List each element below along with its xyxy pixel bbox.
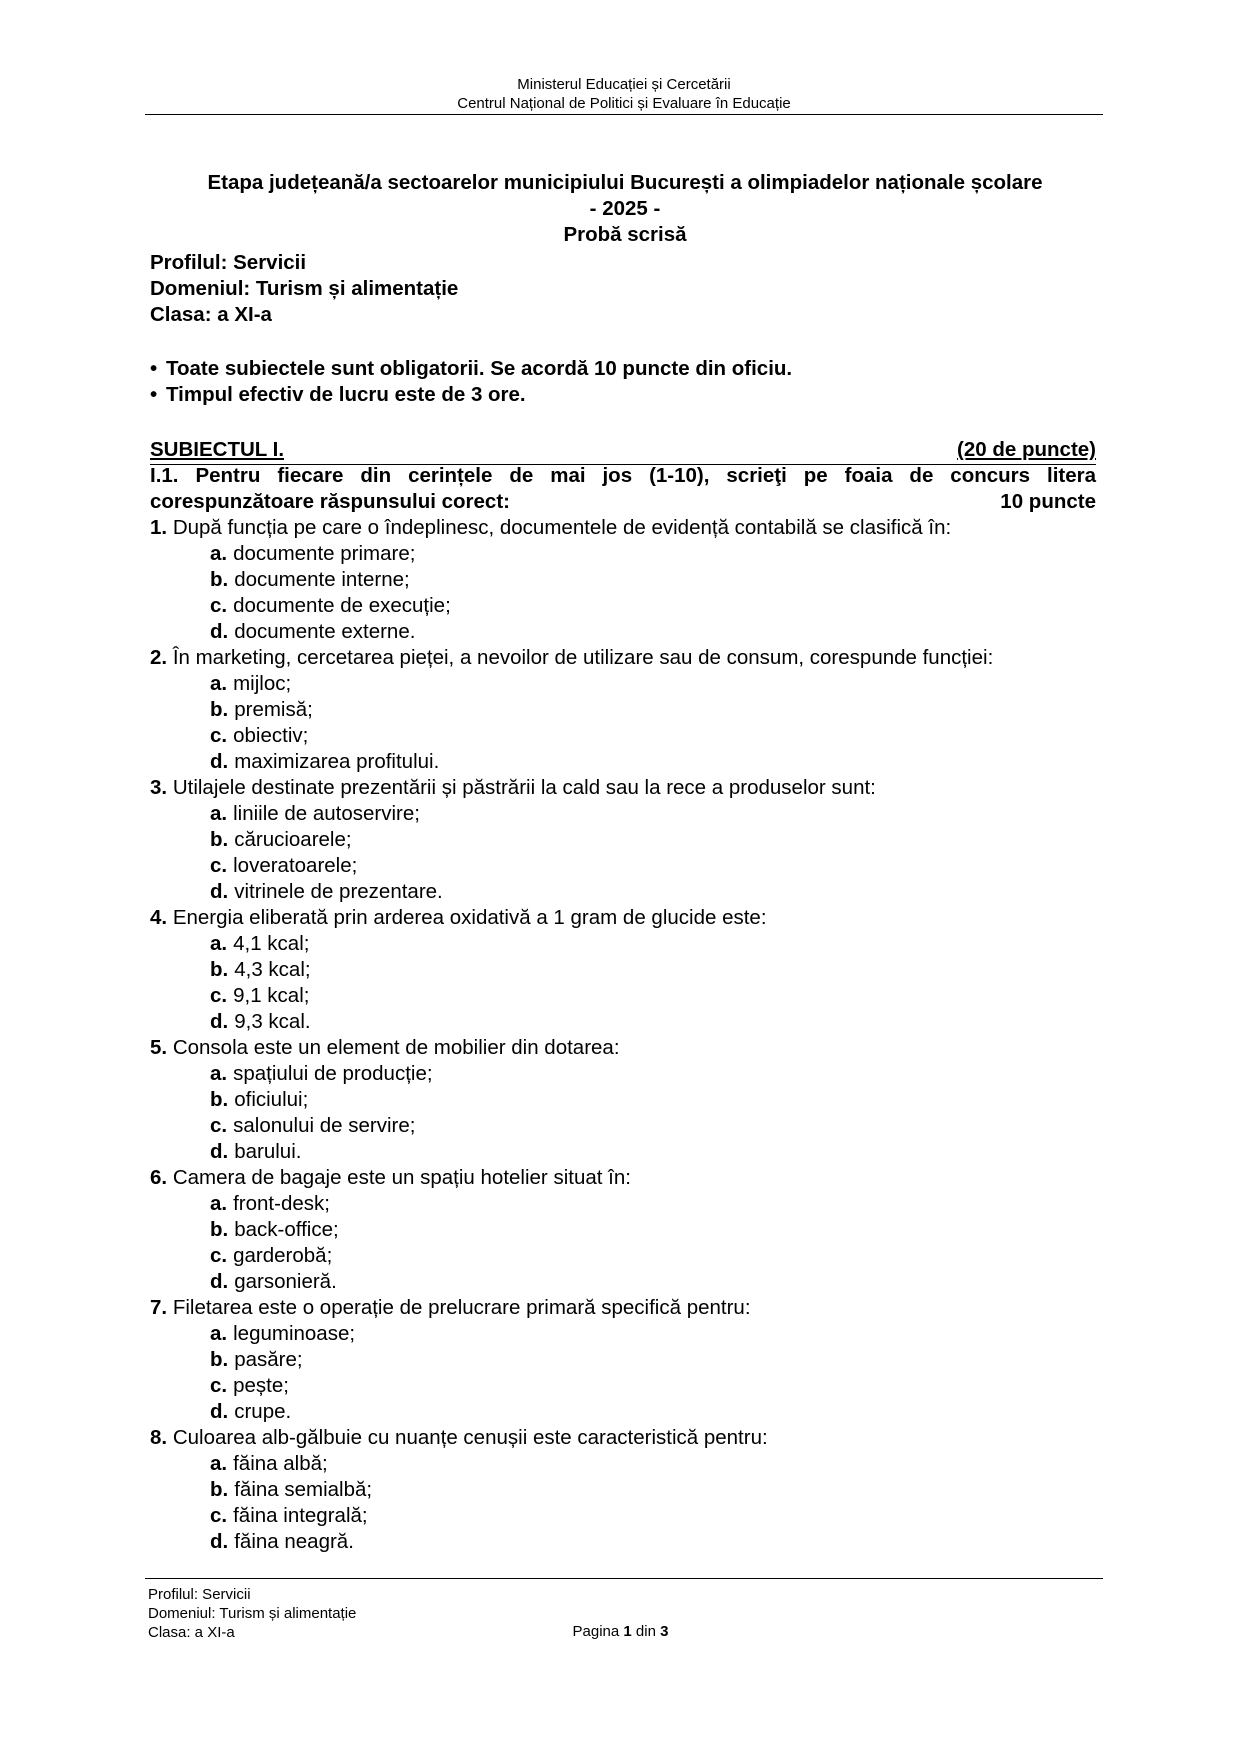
option-letter: c. [210,1244,228,1267]
answer-option [210,1373,289,1399]
answer-option [210,1243,332,1269]
option-letter: d. [210,1530,229,1553]
footer-profile: Profilul: Servicii [148,1586,251,1603]
answer-option [210,749,439,775]
option-letter: b. [210,698,229,721]
question-item [150,775,876,801]
header-center: Centrul Național de Politici și Evaluare în Educație [457,95,791,112]
option-text: documente externe. [234,620,416,643]
answer-option [210,827,352,853]
question-text: Consola este un element de mobilier din dotarea: [172,1036,620,1059]
option-letter: d. [210,750,229,773]
answer-option [210,957,311,983]
answer-option [210,593,451,619]
answer-option [210,1269,337,1295]
answer-option [210,1347,303,1373]
option-letter: a. [210,1322,228,1345]
question-number: 8. [150,1426,168,1449]
option-text: salonului de servire; [233,1114,416,1137]
subject-points: (20 de puncte) [957,438,1096,461]
option-text: loveratoarele; [233,854,358,877]
header-ministry: Ministerul Educației și Cercetării [517,76,731,93]
option-letter: a. [210,542,228,565]
question-item [150,1425,768,1451]
question-text: Utilajele destinate prezentării și păstrării la cald sau la rece a produselor sunt: [172,776,876,799]
option-text: liniile de autoservire; [233,802,420,825]
option-text: documente interne; [234,568,410,591]
question-number: 7. [150,1296,168,1319]
option-letter: c. [210,1504,228,1527]
answer-option [210,1217,339,1243]
question-number: 2. [150,646,168,669]
requirement-points: 10 puncte [1000,490,1096,513]
question-text: În marketing, cercetarea pieței, a nevoilor de utilizare sau de consum, corespunde funcției: [172,646,994,669]
question-number: 6. [150,1166,168,1189]
bullet-icon: • [150,383,158,406]
question-item [150,515,951,541]
option-text: mijloc; [233,672,292,695]
answer-option [210,983,309,1009]
option-text: cărucioarele; [234,828,352,851]
question-item [150,1035,620,1061]
option-text: 4,1 kcal; [233,932,310,955]
answer-option [210,801,420,827]
answer-option [210,671,291,697]
option-text: barului. [234,1140,302,1163]
option-letter: c. [210,1374,228,1397]
question-number: 3. [150,776,168,799]
domain-label: Domeniul: Turism și alimentație [150,277,459,300]
question-number: 4. [150,906,168,929]
question-text: Filetarea este o operație de prelucrare primară specifică pentru: [172,1296,751,1319]
instruction-text: Toate subiectele sunt obligatorii. Se acordă 10 puncte din oficiu. [166,357,793,380]
exam-type: Probă scrisă [563,223,687,246]
class-label: Clasa: a XI-a [150,303,272,326]
requirement-text-cont: corespunzătoare răspunsului corect: [150,490,510,513]
option-text: obiectiv; [233,724,309,747]
option-text: maximizarea profitului. [234,750,440,773]
subject-name: SUBIECTUL I. [150,438,285,461]
option-letter: d. [210,620,229,643]
question-item [150,1165,631,1191]
requirement-text: I.1. Pentru fiecare din cerințele de mai jos (1-10), scrieţi pe foaia de concurs litera [150,464,1096,487]
option-text: garderobă; [233,1244,333,1267]
option-letter: d. [210,1140,229,1163]
option-text: crupe. [234,1400,292,1423]
answer-option [210,567,410,593]
option-letter: d. [210,880,229,903]
answer-option [210,619,415,645]
exam-title: Etapa județeană/a sectoarelor municipiului București a olimpiadelor naționale școlare [207,171,1043,194]
profile-label: Profilul: Servicii [150,251,307,274]
option-letter: c. [210,984,228,1007]
requirement-line2 [150,489,1096,515]
option-text: garsonieră. [234,1270,337,1293]
option-letter: c. [210,594,228,617]
page-separator: din [635,1623,656,1640]
option-letter: d. [210,1400,229,1423]
answer-option [210,931,309,957]
answer-option [210,879,443,905]
option-text: back-office; [234,1218,339,1241]
option-text: făina integrală; [233,1504,368,1527]
subject-header [150,437,1096,463]
page-number [0,1622,1241,1641]
answer-option [210,853,357,879]
option-text: făina neagră. [234,1530,354,1553]
option-letter: b. [210,828,229,851]
option-text: pasăre; [234,1348,303,1371]
footer-class: Clasa: a XI-a [148,1624,235,1641]
answer-option [210,1503,368,1529]
option-letter: b. [210,1218,229,1241]
option-text: pește; [233,1374,289,1397]
option-letter: c. [210,1114,228,1137]
option-letter: b. [210,1088,229,1111]
page-total: 3 [660,1623,669,1640]
answer-option [210,1113,415,1139]
option-letter: b. [210,1348,229,1371]
footer-domain: Domeniul: Turism și alimentație [148,1605,357,1622]
answer-option [210,1061,433,1087]
option-letter: d. [210,1270,229,1293]
option-letter: b. [210,958,229,981]
option-text: 9,1 kcal; [233,984,310,1007]
answer-option [210,697,313,723]
instruction-item [150,382,526,408]
answer-option [210,1399,291,1425]
option-letter: b. [210,568,229,591]
answer-option [210,1009,311,1035]
page-prefix: Pagina [572,1623,620,1640]
question-item [150,645,993,671]
header-divider [145,114,1103,115]
instruction-item [150,356,792,382]
option-text: documente de execuție; [233,594,451,617]
answer-option [210,1529,354,1555]
question-text: După funcția pe care o îndeplinesc, documentele de evidență contabilă se clasifică în: [172,516,952,539]
option-text: spațiului de producție; [233,1062,433,1085]
option-letter: a. [210,1452,228,1475]
option-letter: a. [210,802,228,825]
option-text: oficiului; [234,1088,309,1111]
option-text: 4,3 kcal; [234,958,311,981]
answer-option [210,1477,372,1503]
answer-option [210,1451,328,1477]
option-letter: c. [210,724,228,747]
option-letter: d. [210,1010,229,1033]
question-item [150,905,767,931]
option-text: front-desk; [233,1192,330,1215]
instruction-text: Timpul efectiv de lucru este de 3 ore. [166,383,526,406]
option-letter: c. [210,854,228,877]
question-text: Energia eliberată prin arderea oxidativă a 1 gram de glucide este: [172,906,767,929]
footer-divider [145,1578,1103,1579]
answer-option [210,723,308,749]
option-text: făina semialbă; [234,1478,373,1501]
question-text: Culoarea alb-gălbuie cu nuanțe cenușii este caracteristică pentru: [172,1426,768,1449]
option-text: leguminoase; [233,1322,356,1345]
question-number: 5. [150,1036,168,1059]
answer-option [210,1139,301,1165]
question-item [150,1295,751,1321]
option-letter: a. [210,1192,228,1215]
option-letter: a. [210,672,228,695]
exam-year: - 2025 - [589,197,661,220]
option-text: documente primare; [233,542,416,565]
option-text: făina albă; [233,1452,328,1475]
question-text: Camera de bagaje este un spațiu hotelier situat în: [172,1166,631,1189]
option-text: premisă; [234,698,313,721]
answer-option [210,541,415,567]
answer-option [210,1087,308,1113]
page-current: 1 [623,1623,632,1640]
option-letter: b. [210,1478,229,1501]
option-text: 9,3 kcal. [234,1010,311,1033]
question-number: 1. [150,516,168,539]
option-letter: a. [210,932,228,955]
option-text: vitrinele de prezentare. [234,880,443,903]
bullet-icon: • [150,357,158,380]
answer-option [210,1191,330,1217]
answer-option [210,1321,355,1347]
option-letter: a. [210,1062,228,1085]
